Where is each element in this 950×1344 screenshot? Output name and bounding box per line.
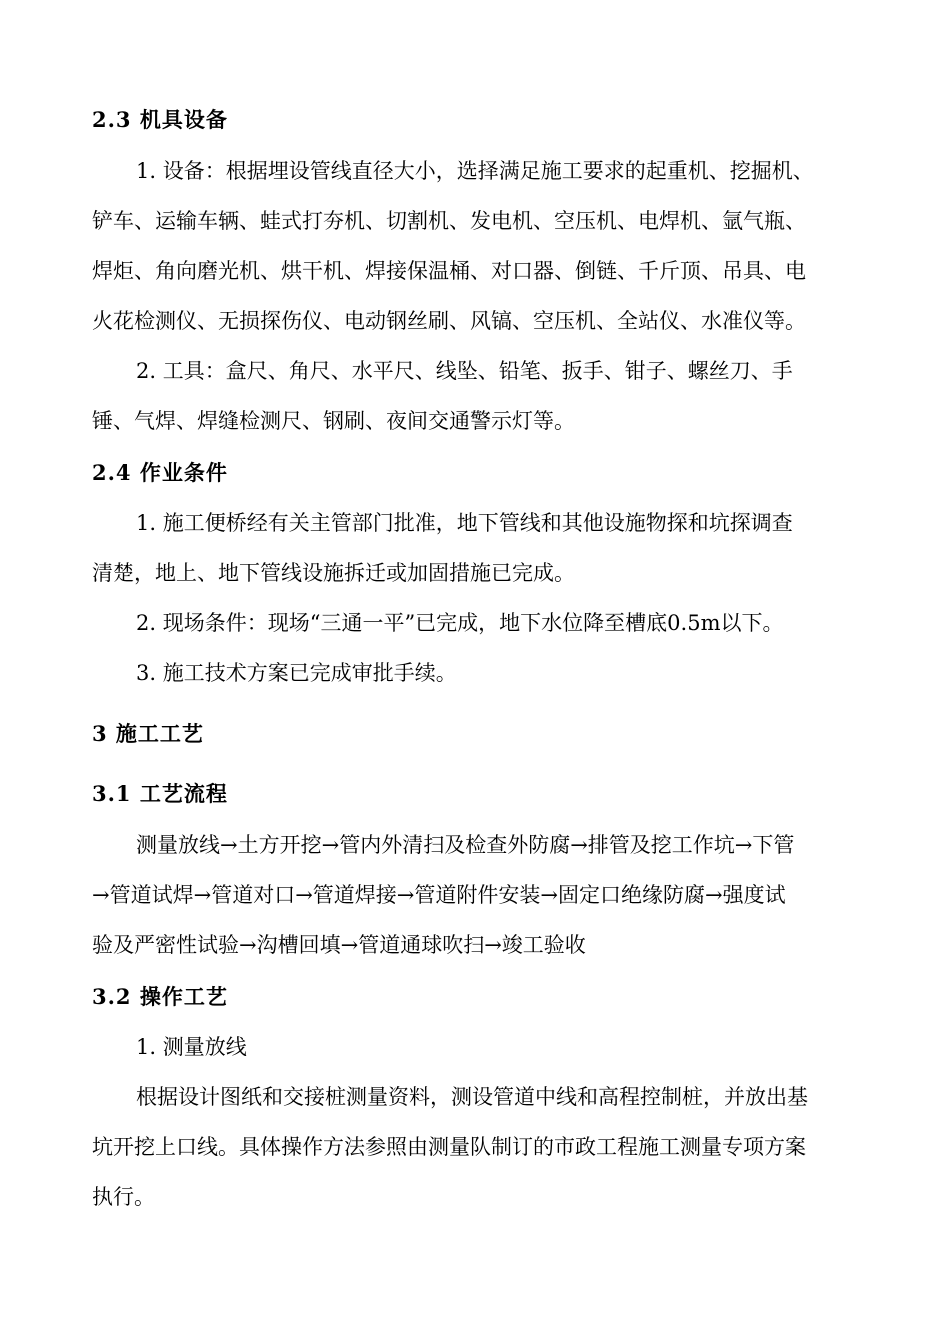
equipment-line-4: 火花检测仪、无损探伤仪、电动钢丝刷、风镐、空压机、全站仪、水准仪等。 [92, 309, 806, 333]
section-3-1-heading: 3.1 工艺流程 [92, 781, 228, 806]
equipment-line-2: 铲车、运输车辆、蛙式打夯机、切割机、发电机、空压机、电焊机、氩气瓶、 [92, 209, 806, 233]
section-2-3-heading: 2.3 机具设备 [92, 107, 228, 132]
equipment-line-1: 1. 设备：根据埋设管线直径大小，选择满足施工要求的起重机、挖掘机、 [136, 159, 814, 183]
section-3-heading: 3 施工工艺 [92, 721, 204, 746]
process-flow-line-1: 测量放线→土方开挖→管内外清扫及检查外防腐→排管及挖工作坑→下管 [136, 833, 795, 857]
condition-1-line-1: 1. 施工便桥经有关主管部门批准，地下管线和其他设施物探和坑探调查 [136, 511, 793, 535]
process-flow-line-2: →管道试焊→管道对口→管道焊接→管道附件安装→固定口绝缘防腐→强度试 [92, 883, 786, 907]
survey-line-1: 根据设计图纸和交接桩测量资料，测设管道中线和高程控制桩，并放出基 [136, 1085, 808, 1109]
condition-1-line-2: 清楚，地上、地下管线设施拆迁或加固措施已完成。 [92, 561, 575, 585]
condition-2: 2. 现场条件：现场“三通一平”已完成，地下水位降至槽底0.5m以下。 [136, 611, 784, 635]
survey-line-2: 坑开挖上口线。具体操作方法参照由测量队制订的市政工程施工测量专项方案 [92, 1135, 806, 1159]
equipment-line-3: 焊炬、角向磨光机、烘干机、焊接保温桶、对口器、倒链、千斤顶、吊具、电 [92, 259, 806, 283]
section-2-4-heading: 2.4 作业条件 [92, 460, 228, 485]
survey-line-3: 执行。 [92, 1185, 155, 1209]
tools-line-2: 锤、气焊、焊缝检测尺、钢刷、夜间交通警示灯等。 [92, 409, 575, 433]
tools-line-1: 2. 工具：盒尺、角尺、水平尺、线坠、铅笔、扳手、钳子、螺丝刀、手 [136, 359, 793, 383]
condition-3: 3. 施工技术方案已完成审批手续。 [136, 661, 457, 685]
section-3-2-heading: 3.2 操作工艺 [92, 984, 228, 1009]
process-flow-line-3: 验及严密性试验→沟槽回填→管道通球吹扫→竣工验收 [92, 933, 586, 957]
survey-title: 1. 测量放线 [136, 1035, 247, 1059]
